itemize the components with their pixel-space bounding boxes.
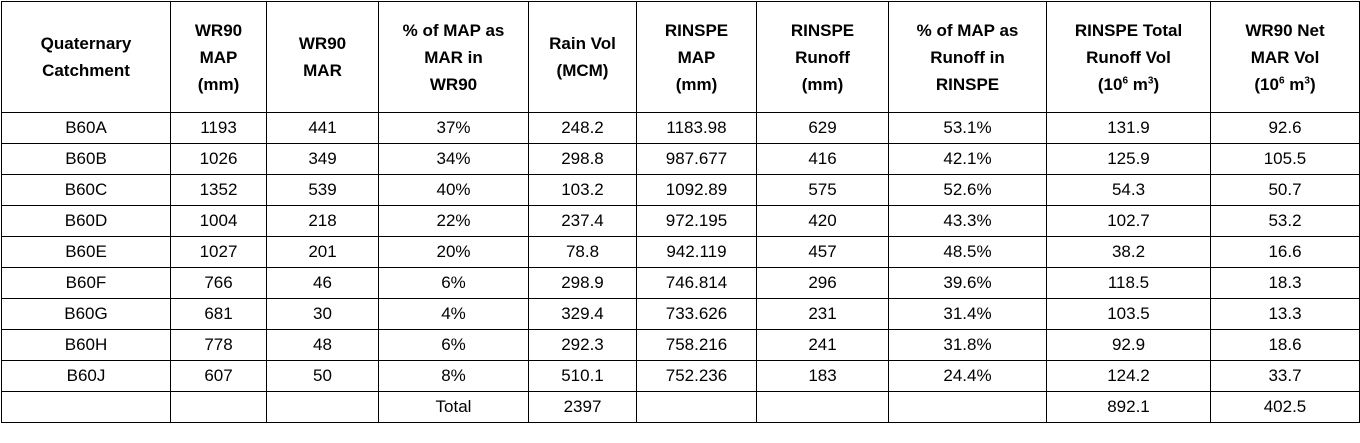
table-cell: B60C [2, 175, 171, 206]
table-cell: B60F [2, 268, 171, 299]
table-cell: 1092.89 [637, 175, 757, 206]
table-cell: 241 [757, 330, 889, 361]
table-cell: 298.9 [529, 268, 637, 299]
table-cell: 237.4 [529, 206, 637, 237]
table-cell: B60A [2, 113, 171, 144]
table-cell: B60G [2, 299, 171, 330]
table-row [2, 299, 1360, 330]
table-cell [637, 392, 757, 423]
table-cell [267, 392, 379, 423]
table-cell: 766 [171, 268, 267, 299]
table-cell: 31.8% [889, 330, 1047, 361]
table-cell: 6% [379, 268, 529, 299]
table-cell: 1193 [171, 113, 267, 144]
table-cell: 31.4% [889, 299, 1047, 330]
header-wr90-map: WR90 MAP (mm) [171, 2, 267, 113]
header-quaternary-catchment: Quaternary Catchment [2, 2, 171, 113]
table-cell: 510.1 [529, 361, 637, 392]
table-cell: 42.1% [889, 144, 1047, 175]
table-cell: 231 [757, 299, 889, 330]
table-body [2, 113, 1360, 423]
table-cell: 37% [379, 113, 529, 144]
table-cell: Total [379, 392, 529, 423]
table-cell: 103.2 [529, 175, 637, 206]
total-row [2, 392, 1360, 423]
header-rinspe-map: RINSPE MAP (mm) [637, 2, 757, 113]
table-cell: 4% [379, 299, 529, 330]
table-cell: 752.236 [637, 361, 757, 392]
table-cell [757, 392, 889, 423]
header-pct-map-runoff-rinspe: % of MAP as Runoff in RINSPE [889, 2, 1047, 113]
table-cell: 43.3% [889, 206, 1047, 237]
table-cell: 33.7 [1211, 361, 1360, 392]
table-cell: 18.3 [1211, 268, 1360, 299]
table-cell: 248.2 [529, 113, 637, 144]
table-cell: 50 [267, 361, 379, 392]
table-row [2, 361, 1360, 392]
table-cell: 1004 [171, 206, 267, 237]
table-row [2, 175, 1360, 206]
table-cell: 539 [267, 175, 379, 206]
table-row [2, 144, 1360, 175]
table-cell: 16.6 [1211, 237, 1360, 268]
table-cell: 53.1% [889, 113, 1047, 144]
table-cell: 942.119 [637, 237, 757, 268]
table-row [2, 268, 1360, 299]
table-cell: 457 [757, 237, 889, 268]
header-rain-vol: Rain Vol (MCM) [529, 2, 637, 113]
table-cell: 54.3 [1047, 175, 1211, 206]
table-cell: 24.4% [889, 361, 1047, 392]
table-cell: 34% [379, 144, 529, 175]
table-cell: 733.626 [637, 299, 757, 330]
table-cell: 22% [379, 206, 529, 237]
table-cell: 53.2 [1211, 206, 1360, 237]
table-cell: 125.9 [1047, 144, 1211, 175]
table-cell: 48.5% [889, 237, 1047, 268]
table-cell: 118.5 [1047, 268, 1211, 299]
table-cell: 1027 [171, 237, 267, 268]
table-cell: 607 [171, 361, 267, 392]
table-cell: 892.1 [1047, 392, 1211, 423]
table-cell: 2397 [529, 392, 637, 423]
table-cell: 292.3 [529, 330, 637, 361]
table-cell: B60B [2, 144, 171, 175]
table-cell: 1352 [171, 175, 267, 206]
catchment-table [1, 1, 1360, 423]
table-cell: 987.677 [637, 144, 757, 175]
table-cell [889, 392, 1047, 423]
table-cell: 46 [267, 268, 379, 299]
table-cell: 92.6 [1211, 113, 1360, 144]
table-cell: 105.5 [1211, 144, 1360, 175]
table-cell: 124.2 [1047, 361, 1211, 392]
table-cell: 92.9 [1047, 330, 1211, 361]
table-cell: B60H [2, 330, 171, 361]
header-pct-map-mar-wr90: % of MAP as MAR in WR90 [379, 2, 529, 113]
table-cell: 972.195 [637, 206, 757, 237]
table-cell: 18.6 [1211, 330, 1360, 361]
table-row [2, 113, 1360, 144]
header-wr90-mar: WR90 MAR [267, 2, 379, 113]
table-cell: 629 [757, 113, 889, 144]
table-cell: 441 [267, 113, 379, 144]
table-cell [171, 392, 267, 423]
header-rinspe-total-runoff-vol: RINSPE Total Runoff Vol ($10^6$ $m^3$) [1047, 2, 1211, 113]
table-cell: 39.6% [889, 268, 1047, 299]
header-rinspe-runoff: RINSPE Runoff (mm) [757, 2, 889, 113]
table-cell: 1183.98 [637, 113, 757, 144]
table-row [2, 206, 1360, 237]
table-cell: 38.2 [1047, 237, 1211, 268]
table-cell: 40% [379, 175, 529, 206]
table-cell: 402.5 [1211, 392, 1360, 423]
table-cell: 416 [757, 144, 889, 175]
table-cell: 420 [757, 206, 889, 237]
table-cell: 78.8 [529, 237, 637, 268]
table-cell: 102.7 [1047, 206, 1211, 237]
table-cell: 218 [267, 206, 379, 237]
table-cell: B60E [2, 237, 171, 268]
table-cell: 778 [171, 330, 267, 361]
table-cell: B60D [2, 206, 171, 237]
table-cell: 48 [267, 330, 379, 361]
table-cell: 183 [757, 361, 889, 392]
table-cell: 1026 [171, 144, 267, 175]
header-wr90-net-mar-vol: WR90 Net MAR Vol ($10^6$ $m^3$) [1211, 2, 1360, 113]
table-cell: 50.7 [1211, 175, 1360, 206]
table-cell: 131.9 [1047, 113, 1211, 144]
table-cell: 8% [379, 361, 529, 392]
table-cell: 20% [379, 237, 529, 268]
table-cell [2, 392, 171, 423]
unit-label: ($10^6$ $m^3$) [1097, 74, 1160, 94]
header-row [2, 2, 1360, 113]
table-cell: 746.814 [637, 268, 757, 299]
table-cell: 349 [267, 144, 379, 175]
table-cell: 201 [267, 237, 379, 268]
table-cell: 681 [171, 299, 267, 330]
table-cell: 52.6% [889, 175, 1047, 206]
table-cell: 329.4 [529, 299, 637, 330]
unit-label: ($10^6$ $m^3$) [1254, 74, 1316, 94]
table-cell: 758.216 [637, 330, 757, 361]
table-cell: 30 [267, 299, 379, 330]
table-cell: 13.3 [1211, 299, 1360, 330]
table-row [2, 237, 1360, 268]
table-row [2, 330, 1360, 361]
table-cell: 103.5 [1047, 299, 1211, 330]
table-cell: 298.8 [529, 144, 637, 175]
table-cell: B60J [2, 361, 171, 392]
table-cell: 296 [757, 268, 889, 299]
table-cell: 575 [757, 175, 889, 206]
table-cell: 6% [379, 330, 529, 361]
